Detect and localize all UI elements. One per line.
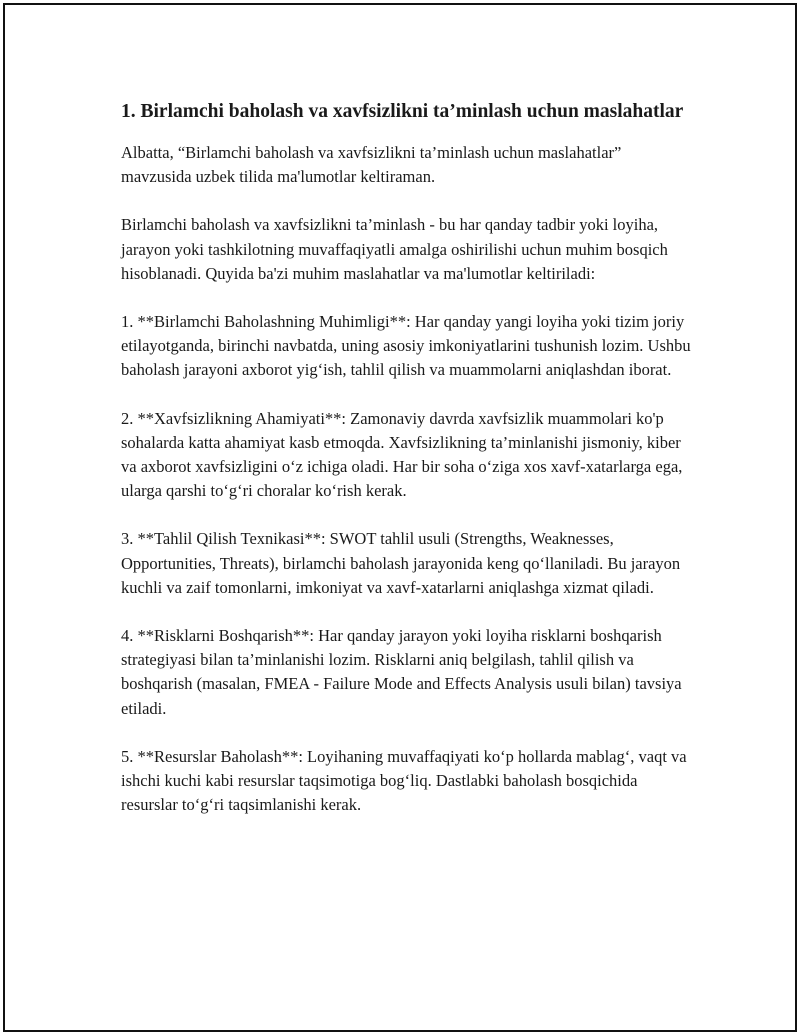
paragraph-overview: Birlamchi baholash va xavfsizlikni ta’minlash - bu har qanday tadbir yoki loyiha, jarayon yoki tashkilotning muvaffaqiyatli amalga oshirilishi uchun muhim bosqich hisoblanadi. Quyida ba'zi muhim maslahatlar va ma'lumotlar keltiriladi:: [121, 215, 672, 283]
paragraph-item-1: 1. **Birlamchi Baholashning Muhimligi**: Har qanday yangi loyiha yoki tizim joriy etilayotganda, birinchi navbatda, uning asosiy imkoniyatlarini tushunish lozim. Ushbu baholash jarayoni axborot yig‘ish, tahlil qilish va muammolarni aniqlashdan iborat.: [121, 312, 695, 380]
document-body: [121, 99, 696, 841]
paragraph-intro: Albatta, “Birlamchi baholash va xavfsizlikni ta’minlash uchun maslahatlar” mavzusida uzbek tilida ma'lumotlar keltiraman.: [121, 143, 626, 187]
document-title: 1. Birlamchi baholash va xavfsizlikni ta’minlash uchun maslahatlar: [121, 101, 684, 122]
paragraph-item-4: 4. **Risklarni Boshqarish**: Har qanday jarayon yoki loyiha risklarni boshqarish strategiyasi bilan ta’minlanishi lozim. Risklarni aniq belgilash, tahlil qilish va boshqarish (masalan, FMEA - Failure Mode and Effects Analysis usuli bilan) tavsiya etiladi.: [121, 626, 686, 718]
paragraph-item-5: 5. **Resurslar Baholash**: Loyihaning muvaffaqiyati ko‘p hollarda mablag‘, vaqt va ishchi kuchi kabi resurslar taqsimotiga bog‘liq. Dastlabki baholash bosqichida resurslar to‘g‘ri taqsimlanishi kerak.: [121, 746, 691, 815]
page-frame: [3, 3, 797, 1032]
paragraph-item-2: 2. **Xavfsizlikning Ahamiyati**: Zamonaviy davrda xavfsizlik muammolari ko'p sohalarda katta ahamiyat kasb etmoqda. Xavfsizlikning ta’minlanishi jismoniy, kiber va axborot xavfsizligini o‘z ichiga oladi. Har bir soha o‘ziga xos xavf-xatarlarga ega, ularga qarshi to‘g‘ri choralar ko‘rish kerak.: [121, 408, 687, 501]
paragraph-item-3: 3. **Tahlil Qilish Texnikasi**: SWOT tahlil usuli (Strengths, Weaknesses, Opportunities, Threats), birlamchi baholash jarayonida keng qo‘llaniladi. Bu jarayon kuchli va zaif tomonlarni, imkoniyat va xavf-xatarlarni aniqlashga xizmat qiladi.: [121, 529, 685, 597]
